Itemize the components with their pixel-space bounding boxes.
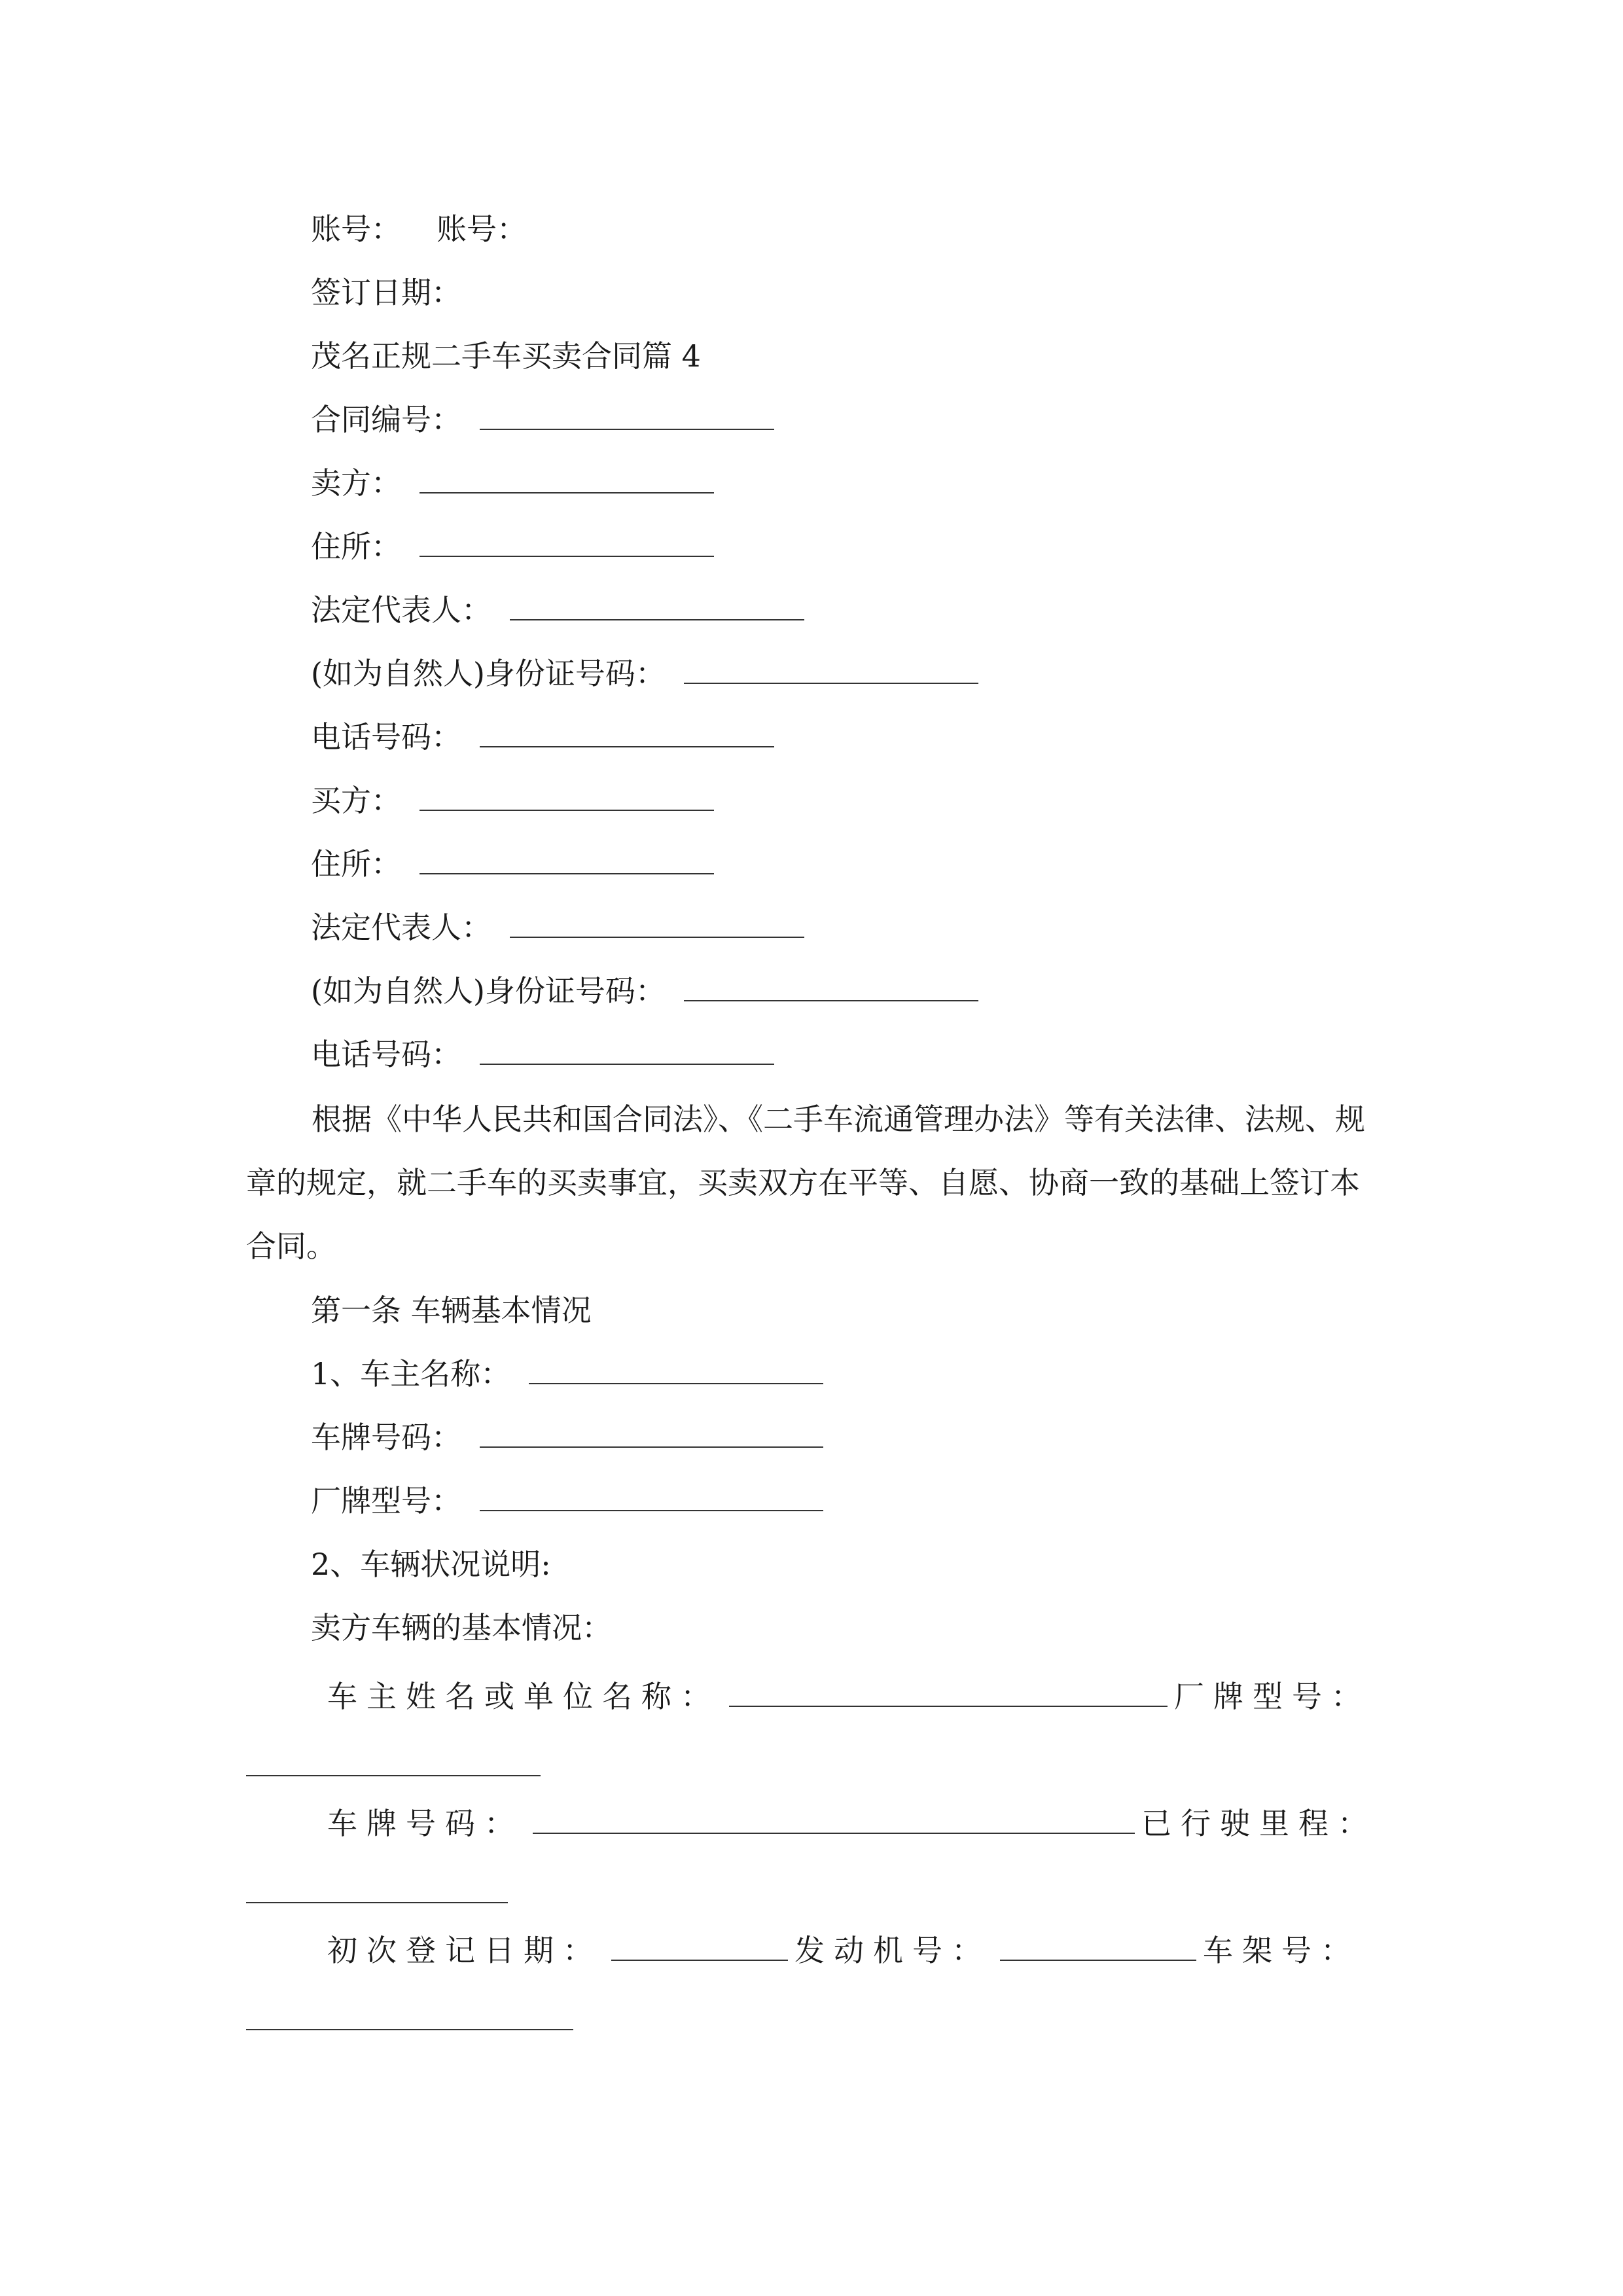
article1-title: 第一条 车辆基本情况 — [311, 1293, 592, 1328]
plate-no2-blank[interactable] — [533, 1804, 1135, 1834]
seller-id-blank[interactable] — [684, 654, 978, 684]
account-label-b: 账号： — [437, 211, 527, 247]
brand-model-label: 厂牌型号： — [1174, 1679, 1370, 1714]
seller-legal-rep-label: 法定代表人： — [311, 592, 491, 628]
buyer-line — [311, 781, 714, 820]
seller-blank[interactable] — [419, 463, 714, 493]
seller-id-label: (如为自然人)身份证号码： — [311, 656, 666, 691]
plate-mileage-line — [246, 1804, 1385, 1843]
seller-phone-blank[interactable] — [480, 717, 774, 747]
buyer-address-blank[interactable] — [419, 844, 714, 874]
seller-address-blank[interactable] — [419, 527, 714, 557]
contract-no-line — [311, 400, 774, 439]
article1-title-line — [311, 1291, 592, 1330]
seller-id-line — [311, 654, 978, 693]
account-line — [311, 209, 527, 249]
buyer-address-line — [311, 844, 714, 884]
model-no-blank[interactable] — [480, 1481, 823, 1511]
model-no-label: 厂牌型号： — [311, 1483, 461, 1518]
buyer-phone-blank[interactable] — [480, 1035, 774, 1065]
condition-title-line — [311, 1545, 551, 1584]
buyer-address-label: 住所： — [311, 846, 401, 882]
preamble-text: 根据《中华人民共和国合同法》、《二手车流通管理办法》等有关法律、法规、规章的规定，就二手车的买卖事宜，买卖双方在平等、自愿、协商一致的基础上签订本合同。 — [246, 1102, 1365, 1264]
plate-no2-label: 车牌号码： — [327, 1806, 524, 1841]
mileage-blank[interactable] — [246, 1901, 508, 1903]
contract-no-blank[interactable] — [480, 400, 774, 430]
buyer-label: 买方： — [311, 783, 401, 818]
owner-name-blank[interactable] — [529, 1354, 823, 1384]
condition-title: 2、车辆状况说明: — [311, 1547, 551, 1582]
buyer-id-line — [311, 971, 978, 1011]
seller-label: 卖方： — [311, 465, 401, 501]
owner-unit-blank[interactable] — [729, 1677, 1168, 1707]
seller-legal-rep-line — [311, 590, 804, 630]
buyer-legal-rep-label: 法定代表人： — [311, 910, 491, 945]
frame-no-label: 车架号： — [1203, 1933, 1360, 1968]
seller-phone-line — [311, 717, 774, 757]
plate-no-blank[interactable] — [480, 1418, 823, 1448]
seller-vehicle-line — [311, 1608, 612, 1647]
sign-date-label: 签订日期： — [311, 275, 461, 310]
sign-date-line — [311, 273, 461, 312]
seller-line — [311, 463, 714, 503]
preamble-paragraph — [246, 1088, 1385, 1278]
engine-no-label: 发动机号： — [794, 1933, 991, 1968]
buyer-id-label: (如为自然人)身份证号码： — [311, 973, 666, 1009]
plate-no-line — [311, 1418, 823, 1457]
owner-unit-label: 车主姓名或单位名称： — [327, 1679, 720, 1714]
section-title-text: 茂名正规二手车买卖合同篇 4 — [311, 338, 701, 374]
first-reg-blank[interactable] — [611, 1931, 788, 1961]
buyer-phone-line — [311, 1035, 774, 1074]
mileage-label: 已行驶里程： — [1141, 1806, 1377, 1841]
first-reg-label: 初次登记日期： — [327, 1933, 602, 1968]
engine-no-blank[interactable] — [1000, 1931, 1196, 1961]
brand-model-blank[interactable] — [246, 1774, 541, 1776]
contract-no-label: 合同编号： — [311, 402, 461, 437]
model-no-line — [311, 1481, 823, 1520]
seller-address-line — [311, 527, 714, 566]
seller-legal-rep-blank[interactable] — [510, 590, 804, 620]
buyer-legal-rep-blank[interactable] — [510, 908, 804, 938]
buyer-id-blank[interactable] — [684, 971, 978, 1001]
buyer-legal-rep-line — [311, 908, 804, 947]
seller-address-label: 住所： — [311, 529, 401, 564]
buyer-blank[interactable] — [419, 781, 714, 811]
owner-unit-line — [246, 1677, 1385, 1716]
seller-phone-label: 电话号码： — [311, 719, 461, 755]
account-label-a: 账号： — [311, 211, 401, 247]
section-title — [311, 336, 701, 376]
plate-no-label: 车牌号码： — [311, 1420, 461, 1455]
seller-vehicle-label: 卖方车辆的基本情况： — [311, 1610, 612, 1645]
owner-name-line — [311, 1354, 823, 1393]
frame-no-blank[interactable] — [246, 2028, 573, 2030]
owner-name-label: 1、车主名称： — [311, 1356, 511, 1391]
registration-line — [246, 1931, 1385, 1970]
buyer-phone-label: 电话号码： — [311, 1037, 461, 1072]
